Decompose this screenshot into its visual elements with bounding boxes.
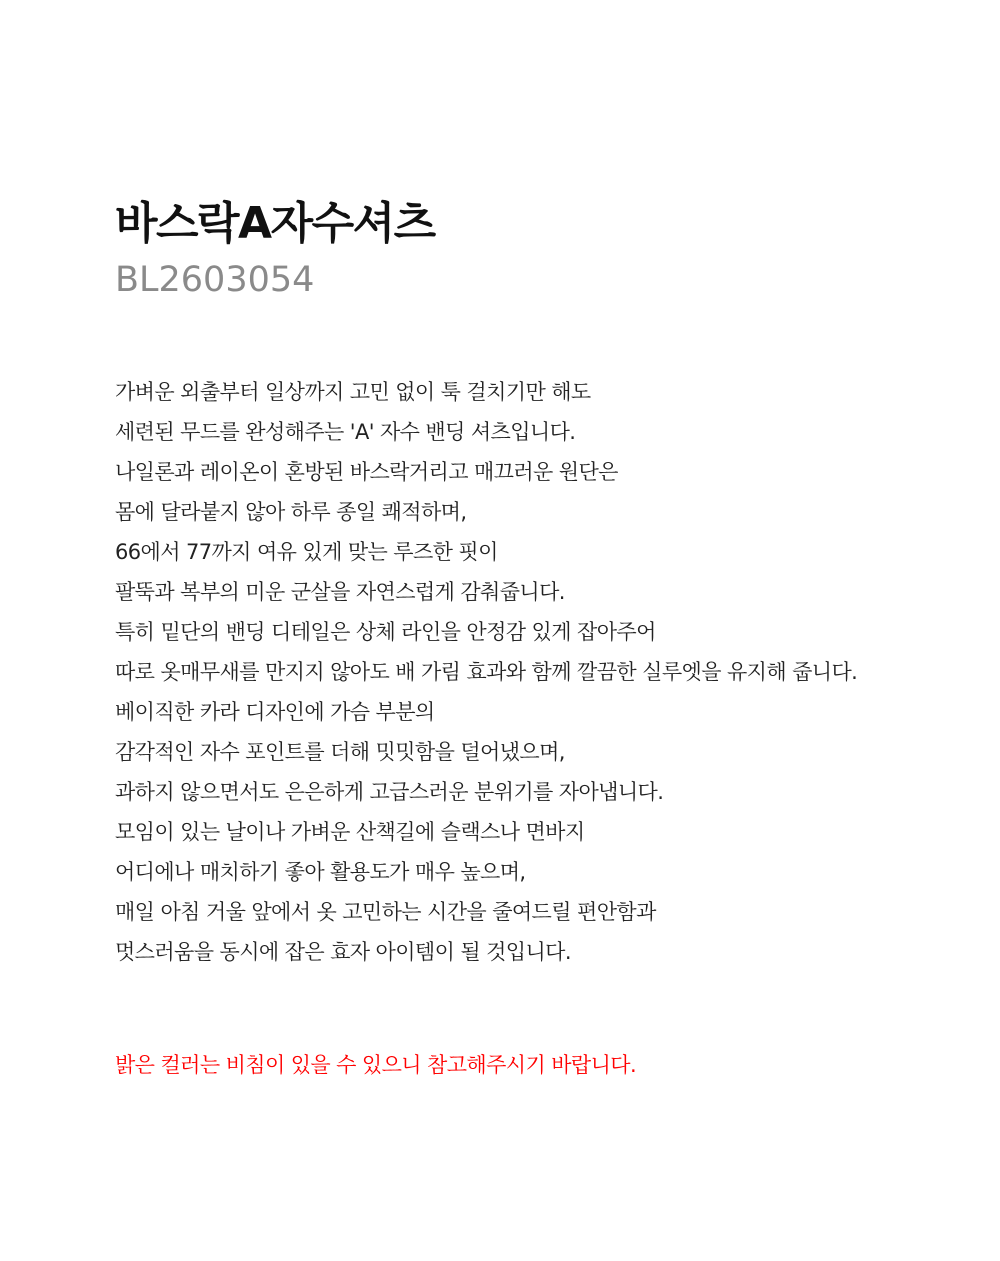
color-notice: 밝은 컬러는 비침이 있을 수 있으니 참고해주시기 바랍니다. bbox=[115, 1053, 637, 1077]
product-code: BL2603054 bbox=[115, 260, 315, 300]
description-line: 과하지 않으면서도 은은하게 고급스러운 분위기를 자아냅니다. bbox=[115, 780, 664, 804]
description-line: 세련된 무드를 완성해주는 'A' 자수 밴딩 셔츠입니다. bbox=[115, 420, 576, 444]
description-line: 감각적인 자수 포인트를 더해 밋밋함을 덜어냈으며, bbox=[115, 740, 565, 764]
description-line: 따로 옷매무새를 만지지 않아도 배 가림 효과와 함께 깔끔한 실루엣을 유지해 줍니다. bbox=[115, 660, 858, 684]
description-line: 66에서 77까지 여유 있게 맞는 루즈한 핏이 bbox=[115, 540, 498, 564]
description-line: 베이직한 카라 디자인에 가슴 부분의 bbox=[115, 700, 435, 724]
description-line: 멋스러움을 동시에 잡은 효자 아이템이 될 것입니다. bbox=[115, 940, 571, 964]
product-description bbox=[115, 372, 857, 972]
description-line: 매일 아침 거울 앞에서 옷 고민하는 시간을 줄여드릴 편안함과 bbox=[115, 900, 656, 924]
description-line: 특히 밑단의 밴딩 디테일은 상체 라인을 안정감 있게 잡아주어 bbox=[115, 620, 656, 644]
description-line: 팔뚝과 복부의 미운 군살을 자연스럽게 감춰줍니다. bbox=[115, 580, 565, 604]
product-title: 바스락A자수셔츠 bbox=[115, 198, 435, 249]
description-line: 어디에나 매치하기 좋아 활용도가 매우 높으며, bbox=[115, 860, 526, 884]
description-line: 몸에 달라붙지 않아 하루 종일 쾌적하며, bbox=[115, 500, 467, 524]
description-line: 모임이 있는 날이나 가벼운 산책길에 슬랙스나 면바지 bbox=[115, 820, 585, 844]
description-line: 가벼운 외출부터 일상까지 고민 없이 툭 걸치기만 해도 bbox=[115, 380, 591, 404]
description-line: 나일론과 레이온이 혼방된 바스락거리고 매끄러운 원단은 bbox=[115, 460, 618, 484]
